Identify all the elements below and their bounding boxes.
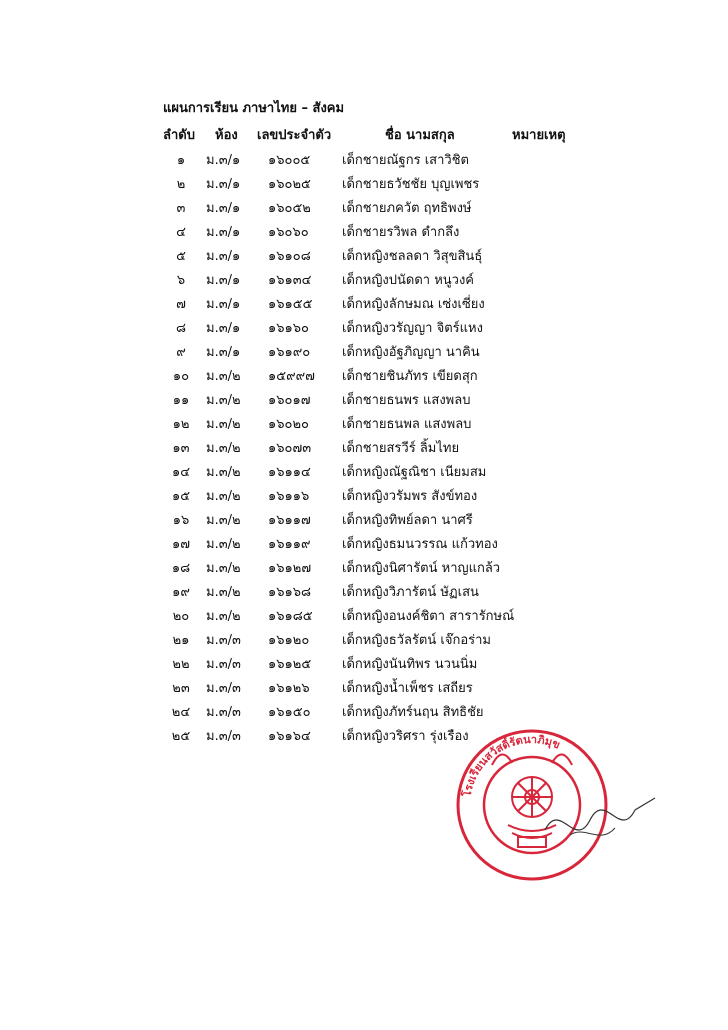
row-student-id: ๑๖๑๓๔	[268, 273, 312, 288]
row-no: ๓	[176, 201, 186, 216]
row-no: ๒๕	[171, 729, 191, 744]
row-room: ม.๓/๒	[206, 561, 241, 576]
table-row	[0, 337, 728, 361]
table-row	[0, 361, 728, 385]
row-room: ม.๓/๒	[206, 465, 241, 480]
table-row	[0, 265, 728, 289]
row-student-id: ๑๖๐๖๐	[268, 225, 309, 240]
row-name: เด็กชายธวัชชัย บุญเพชร	[342, 177, 480, 192]
row-name: เด็กหญิงวรัญญา จิตร์แหง	[342, 321, 483, 336]
row-room: ม.๓/๒	[206, 441, 241, 456]
row-no: ๑๒	[172, 417, 190, 432]
row-name: เด็กชายณัฐกร เสาวิชิต	[342, 153, 469, 168]
row-student-id: ๑๖๑๒๗	[268, 561, 312, 576]
row-no: ๒	[176, 177, 186, 192]
row-student-id: ๑๖๐๒๐	[268, 417, 309, 432]
row-room: ม.๓/๓	[206, 681, 241, 696]
table-row	[0, 553, 728, 577]
header-name: ชื่อ นามสกุล	[385, 128, 455, 143]
row-student-id: ๑๖๐๒๕	[268, 177, 311, 192]
table-row	[0, 529, 728, 553]
row-student-id: ๑๖๑๒๖	[268, 681, 310, 696]
row-name: เด็กชายภควัต ฤทธิพงษ์	[342, 201, 472, 216]
row-room: ม.๓/๒	[206, 489, 241, 504]
row-room: ม.๓/๑	[206, 201, 241, 216]
row-name: เด็กหญิงทิพย์ลดา นาศรี	[342, 513, 473, 528]
row-student-id: ๑๖๑๕๐	[268, 705, 311, 720]
row-no: ๒๓	[172, 681, 190, 696]
row-room: ม.๓/๑	[206, 153, 241, 168]
row-no: ๑๙	[172, 585, 190, 600]
row-room: ม.๓/๑	[206, 297, 241, 312]
row-no: ๑๑	[172, 393, 190, 408]
row-student-id: ๑๖๑๑๙	[268, 537, 311, 552]
row-student-id: ๑๖๑๐๘	[268, 249, 311, 264]
row-no: ๔	[176, 225, 186, 240]
row-name: เด็กหญิงนันทิพร นวนนิ่ม	[342, 657, 478, 672]
seal-text: โรงเรียนสวัสดิ์รัตนาภิมุข	[460, 732, 562, 798]
header-student-id: เลขประจำตัว	[257, 128, 332, 143]
row-student-id: ๑๖๐๕๒	[268, 201, 311, 216]
table-row	[0, 601, 728, 625]
table-row	[0, 433, 728, 457]
row-room: ม.๓/๒	[206, 417, 241, 432]
row-no: ๑๖	[172, 513, 190, 528]
row-name: เด็กหญิงณัฐณิชา เนียมสม	[342, 465, 487, 480]
row-student-id: ๑๖๑๒๕	[268, 657, 312, 672]
row-name: เด็กหญิงธมนวรรณ แก้วทอง	[342, 537, 498, 552]
row-no: ๒๔	[171, 705, 191, 720]
row-room: ม.๓/๒	[206, 609, 241, 624]
row-name: เด็กชายสรวีร์ ลิ้มไทย	[342, 441, 460, 456]
row-room: ม.๓/๑	[206, 177, 241, 192]
table-row	[0, 577, 728, 601]
row-name: เด็กหญิงนิศารัตน์ หาญแกล้ว	[342, 561, 501, 576]
row-no: ๑๕	[171, 489, 191, 504]
row-name: เด็กหญิงวริศรา รุ่งเรือง	[342, 729, 469, 744]
row-student-id: ๑๖๑๖๐	[268, 321, 309, 336]
row-name: เด็กหญิงชลลดา วิสุขสินธุ์	[342, 249, 483, 264]
table-row	[0, 697, 728, 721]
row-student-id: ๑๖๐๑๗	[268, 393, 311, 408]
row-name: เด็กหญิงธวัลรัตน์ เจ๊กอร่าม	[342, 633, 491, 648]
row-no: ๖	[176, 273, 186, 288]
row-room: ม.๓/๓	[206, 705, 241, 720]
row-student-id: ๑๖๑๒๐	[268, 633, 310, 648]
row-room: ม.๓/๒	[206, 537, 241, 552]
row-student-id: ๑๖๑๑๗	[268, 513, 311, 528]
table-row	[0, 673, 728, 697]
row-student-id: ๑๖๑๙๐	[268, 345, 311, 360]
signature-icon	[540, 790, 660, 860]
row-name: เด็กหญิงภัทร์นฤน สิทธิชัย	[342, 705, 484, 720]
row-name: เด็กหญิงปนัดดา หนูวงค์	[342, 273, 475, 288]
table-row	[0, 409, 728, 433]
row-no: ๒๑	[172, 633, 190, 648]
row-name: เด็กชายธนพล แสงพลบ	[342, 417, 472, 432]
row-room: ม.๓/๑	[206, 321, 241, 336]
row-name: เด็กชายชินภัทร เขียดสุก	[342, 369, 478, 384]
row-no: ๑	[176, 153, 186, 168]
row-student-id: ๑๖๑๑๔	[268, 465, 311, 480]
row-no: ๑๘	[171, 561, 191, 576]
row-student-id: ๑๖๑๘๕	[268, 609, 313, 624]
row-name: เด็กหญิงอนงค์ชิตา สารารักษณ์	[342, 609, 515, 624]
document-title: แผนการเรียน ภาษาไทย – สังคม	[163, 101, 345, 116]
table-row	[0, 481, 728, 505]
table-row	[0, 505, 728, 529]
row-room: ม.๓/๓	[206, 633, 241, 648]
row-no: ๑๐	[172, 369, 190, 384]
table-row	[0, 241, 728, 265]
table-row	[0, 169, 728, 193]
table-row	[0, 457, 728, 481]
header-room: ห้อง	[215, 128, 238, 143]
row-student-id: ๑๖๑๑๖	[268, 489, 310, 504]
row-room: ม.๓/๑	[206, 249, 241, 264]
table-row	[0, 289, 728, 313]
row-name: เด็กหญิงลักษมณ เซ่งเซี่ยง	[342, 297, 485, 312]
table-row	[0, 313, 728, 337]
row-room: ม.๓/๒	[206, 513, 241, 528]
row-student-id: ๑๖๑๖๘	[268, 585, 312, 600]
row-student-id: ๑๖๑๕๕	[268, 297, 313, 312]
table-row	[0, 625, 728, 649]
row-name: เด็กชายธนพร แสงพลบ	[342, 393, 471, 408]
row-room: ม.๓/๓	[206, 657, 241, 672]
row-name: เด็กหญิงน้ำเพ็ชร เสถียร	[342, 681, 473, 696]
row-room: ม.๓/๑	[206, 345, 241, 360]
svg-text:โรงเรียนสวัสดิ์รัตนาภิมุข	[459, 733, 562, 799]
row-no: ๒๒	[172, 657, 190, 672]
row-room: ม.๓/๒	[206, 393, 241, 408]
header-remark: หมายเหตุ	[512, 128, 566, 143]
row-room: ม.๓/๒	[206, 369, 241, 384]
row-room: ม.๓/๑	[206, 225, 241, 240]
row-no: ๒๐	[172, 609, 190, 624]
row-no: ๕	[176, 249, 186, 264]
row-name: เด็กหญิงอัฐภิญญา นาคิน	[342, 345, 480, 360]
row-name: เด็กหญิงวรัมพร สังข์ทอง	[342, 489, 478, 504]
row-no: ๑๔	[171, 465, 191, 480]
row-student-id: ๑๕๙๙๗	[268, 369, 315, 384]
row-student-id: ๑๖๐๗๓	[268, 441, 312, 456]
table-row	[0, 145, 728, 169]
row-student-id: ๑๖๐๐๕	[268, 153, 311, 168]
row-room: ม.๓/๓	[206, 729, 241, 744]
table-row	[0, 721, 728, 745]
row-name: เด็กหญิงวิภารัตน์ ษัฏเสน	[342, 585, 479, 600]
table-row	[0, 649, 728, 673]
row-no: ๑๓	[172, 441, 190, 456]
row-no: ๙	[176, 345, 186, 360]
row-student-id: ๑๖๑๖๔	[268, 729, 311, 744]
table-row	[0, 193, 728, 217]
table-row	[0, 217, 728, 241]
row-no: ๑๗	[171, 537, 191, 552]
header-no: ลำดับ	[163, 128, 195, 143]
row-room: ม.๓/๑	[206, 273, 241, 288]
row-name: เด็กชายรวิพล ดำกลึง	[342, 225, 460, 240]
row-room: ม.๓/๒	[206, 585, 241, 600]
row-no: ๘	[175, 321, 187, 336]
row-no: ๗	[176, 297, 186, 312]
table-row	[0, 385, 728, 409]
student-list	[0, 145, 728, 745]
